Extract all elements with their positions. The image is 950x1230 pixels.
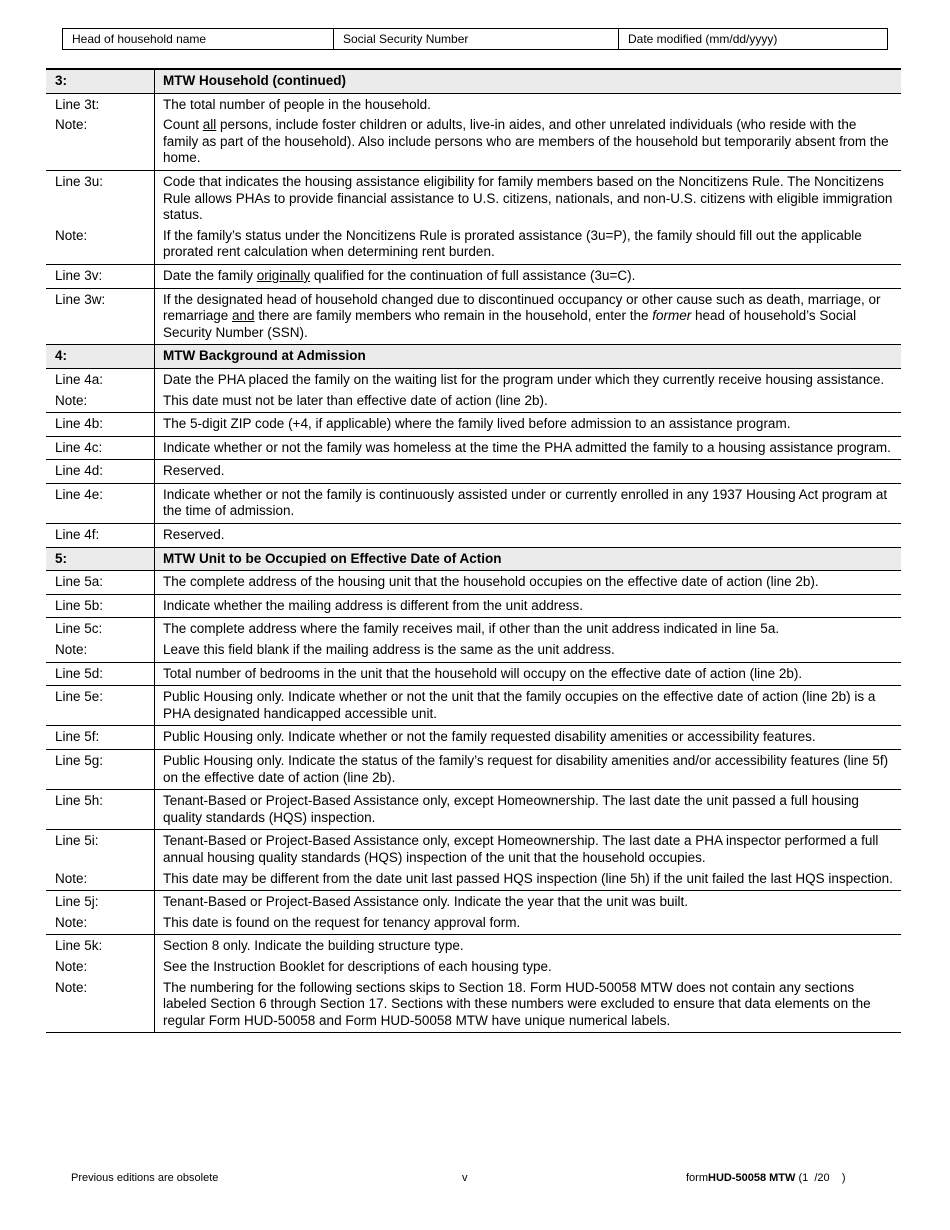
- instruction-line: [46, 440, 901, 457]
- instruction-row: [46, 413, 901, 437]
- line-description: Tenant-Based or Project-Based Assistance only, except Homeownership. The last date a PHA inspector performed a full annual housing quality standards (HQS) inspection of the unit that the household occupies.: [154, 830, 901, 869]
- line-description: Indicate whether or not the family was homeless at the time the PHA admitted the family to a housing assistance program.: [154, 437, 901, 460]
- instruction-row: [46, 171, 901, 265]
- line-label: Line 4f:: [55, 527, 100, 543]
- instruction-line: [46, 753, 901, 786]
- line-description: Leave this field blank if the mailing address is the same as the unit address.: [154, 639, 901, 662]
- line-label: Line 5c:: [55, 621, 103, 637]
- section-number: 4:: [55, 348, 68, 364]
- line-description: Tenant-Based or Project-Based Assistance only, except Homeownership. The last date the unit passed a full housing quality standards (HQS) inspection.: [154, 790, 901, 829]
- line-description: This date must not be later than effective date of action (line 2b).: [154, 390, 901, 413]
- line-label: Line 5e:: [55, 689, 104, 705]
- section-header-row: [46, 345, 901, 369]
- instruction-row: [46, 437, 901, 461]
- instruction-line: [46, 463, 901, 480]
- line-description: Reserved.: [154, 460, 901, 483]
- header-box: [62, 28, 888, 50]
- instruction-line: [46, 117, 901, 167]
- instruction-row: [46, 618, 901, 662]
- instruction-row: [46, 94, 901, 171]
- form-identifier: formHUD-50058 MTW (1 /20 ): [686, 1172, 846, 1184]
- instruction-line: [46, 551, 901, 568]
- line-description: The complete address where the family receives mail, if other than the unit address indicated in line 5a.: [154, 618, 901, 641]
- instruction-row: [46, 663, 901, 687]
- instruction-row: [46, 830, 901, 891]
- line-label: Line 3v:: [55, 267, 103, 283]
- date-modified-field[interactable]: Date modified (mm/dd/yyyy): [628, 32, 778, 46]
- section-header-row: [46, 70, 901, 94]
- head-of-household-field[interactable]: Head of household name: [63, 29, 334, 49]
- instruction-line: [46, 292, 901, 342]
- instruction-line: [46, 598, 901, 615]
- line-label: Note:: [55, 117, 88, 133]
- instruction-line: [46, 97, 901, 114]
- instruction-line: [46, 228, 901, 261]
- line-label: Line 5i:: [55, 833, 99, 849]
- ssn-field[interactable]: Social Security Number: [334, 29, 619, 49]
- line-label: Note:: [55, 642, 88, 658]
- instruction-line: [46, 174, 901, 224]
- line-description: Public Housing only. Indicate whether or not the unit that the family occupies on the effective date of action (line 2b) is a PHA designated handicapped accessible unit.: [154, 686, 901, 725]
- instruction-line: [46, 793, 901, 826]
- line-description: Public Housing only. Indicate whether or not the family requested disability amenities or accessibility features.: [154, 726, 901, 749]
- instruction-row: [46, 484, 901, 524]
- instruction-line: [46, 980, 901, 1030]
- line-label: Line 4d:: [55, 463, 104, 479]
- instruction-line: [46, 959, 901, 976]
- footer-obsolete-note: Previous editions are obsolete: [71, 1172, 219, 1184]
- instruction-line: [46, 871, 901, 888]
- instruction-row: [46, 289, 901, 346]
- line-label: Line 4e:: [55, 486, 104, 502]
- line-description: Public Housing only. Indicate the status of the family’s request for disability amenities and/or accessibility features (line 5f) on the effective date of action (line 2b).: [154, 750, 901, 789]
- line-label: Note:: [55, 227, 88, 243]
- line-description: The 5-digit ZIP code (+4, if applicable) where the family lived before admission to an assistance program.: [154, 413, 901, 436]
- line-description: Indicate whether the mailing address is different from the unit address.: [154, 595, 901, 618]
- instruction-line: [46, 894, 901, 911]
- section-header-row: [46, 548, 901, 572]
- section-number: 5:: [55, 550, 68, 566]
- instruction-line: [46, 833, 901, 866]
- instruction-line: [46, 393, 901, 410]
- instruction-row: [46, 369, 901, 413]
- line-label: Line 5k:: [55, 938, 103, 954]
- instruction-line: [46, 574, 901, 591]
- instruction-line: [46, 666, 901, 683]
- line-label: Note:: [55, 392, 88, 408]
- line-description: Reserved.: [154, 524, 901, 547]
- instruction-row: [46, 726, 901, 750]
- line-label: Note:: [55, 914, 88, 930]
- line-description: Count all persons, include foster children or adults, live-in aides, and other unrelated individuals (who reside with the family as part of the household). Also include persons who are members of the household but temporarily absent from the home.: [154, 114, 901, 170]
- line-label: Line 4a:: [55, 371, 104, 387]
- line-description: Date the PHA placed the family on the waiting list for the program under which they currently receive housing assistance.: [154, 369, 901, 392]
- instruction-line: [46, 416, 901, 433]
- line-description: The complete address of the housing unit that the household occupies on the effective date of action (line 2b).: [154, 571, 901, 594]
- instruction-row: [46, 571, 901, 595]
- section-title: MTW Household (continued): [154, 70, 901, 93]
- instruction-row: [46, 686, 901, 726]
- instruction-row: [46, 790, 901, 830]
- line-description: Total number of bedrooms in the unit that the household will occupy on the effective date of action (line 2b).: [154, 663, 901, 686]
- page-number: v: [462, 1172, 468, 1184]
- line-description: If the family’s status under the Noncitizens Rule is prorated assistance (3u=P), the family should fill out the applicable prorated rent calculation when determining rent burden.: [154, 225, 901, 264]
- line-label: Line 4b:: [55, 416, 104, 432]
- line-label: Line 5g:: [55, 753, 104, 768]
- line-label: Line 5f:: [55, 729, 100, 745]
- instruction-row: [46, 891, 901, 935]
- instruction-line: [46, 487, 901, 520]
- instructions-table: [46, 68, 901, 1033]
- instruction-line: [46, 348, 901, 365]
- line-description: Indicate whether or not the family is continuously assisted under or currently enrolled in any 1937 Housing Act program at the time of admission.: [154, 484, 901, 523]
- instruction-row: [46, 935, 901, 1033]
- line-label: Line 5h:: [55, 793, 104, 809]
- instruction-line: [46, 372, 901, 389]
- section-title: MTW Unit to be Occupied on Effective Date of Action: [154, 548, 901, 571]
- line-description: The total number of people in the household.: [154, 94, 901, 117]
- instruction-row: [46, 595, 901, 619]
- line-description: If the designated head of household changed due to discontinued occupancy or other cause such as death, marriage, or remarriage and there are family members who remain in the household, enter the former head of household’s Social Security Number (SSN).: [154, 289, 901, 345]
- line-label: Note:: [55, 958, 88, 974]
- instruction-line: [46, 642, 901, 659]
- line-description: The numbering for the following sections skips to Section 18. Form HUD-50058 MTW does not contain any sections labeled Section 6 through Section 17. Sections with these numbers were excluded to ensure that data elements on the regular Form HUD-50058 and Form HUD-50058 MTW have unique numerical labels.: [154, 977, 901, 1033]
- line-label: Line 4c:: [55, 439, 103, 455]
- instruction-row: [46, 460, 901, 484]
- line-label: Line 3u:: [55, 173, 104, 189]
- line-description: This date is found on the request for tenancy approval form.: [154, 912, 901, 935]
- line-label: Note:: [55, 870, 88, 886]
- line-label: Line 5a:: [55, 574, 104, 590]
- instruction-row: [46, 524, 901, 548]
- instruction-row: [46, 265, 901, 289]
- line-description: Date the family originally qualified for the continuation of full assistance (3u=C).: [154, 265, 901, 288]
- instruction-line: [46, 915, 901, 932]
- line-description: See the Instruction Booklet for descriptions of each housing type.: [154, 956, 901, 979]
- line-description: Tenant-Based or Project-Based Assistance only. Indicate the year that the unit was built.: [154, 891, 901, 914]
- instruction-line: [46, 527, 901, 544]
- line-description: This date may be different from the date unit last passed HQS inspection (line 5h) if the unit failed the last HQS inspection.: [154, 868, 901, 891]
- instruction-line: [46, 73, 901, 90]
- instruction-line: [46, 268, 901, 285]
- instruction-line: [46, 621, 901, 638]
- line-label: Line 5j:: [55, 894, 99, 910]
- line-label: Note:: [55, 979, 88, 995]
- line-description: Section 8 only. Indicate the building structure type.: [154, 935, 901, 958]
- line-label: Line 5b:: [55, 597, 104, 613]
- instruction-row: [46, 750, 901, 790]
- instruction-line: [46, 689, 901, 722]
- line-label: Line 3w:: [55, 291, 106, 307]
- instruction-line: [46, 729, 901, 746]
- line-description: Code that indicates the housing assistance eligibility for family members based on the Noncitizens Rule. The Noncitizens Rule allows PHAs to provide financial assistance to U.S. citizens, nationals, and non-U.S. citizens with eligible immigration status.: [154, 171, 901, 227]
- instruction-line: [46, 938, 901, 955]
- section-number: 3:: [55, 73, 68, 88]
- line-label: Line 3t:: [55, 96, 100, 112]
- section-title: MTW Background at Admission: [154, 345, 901, 368]
- line-label: Line 5d:: [55, 665, 104, 681]
